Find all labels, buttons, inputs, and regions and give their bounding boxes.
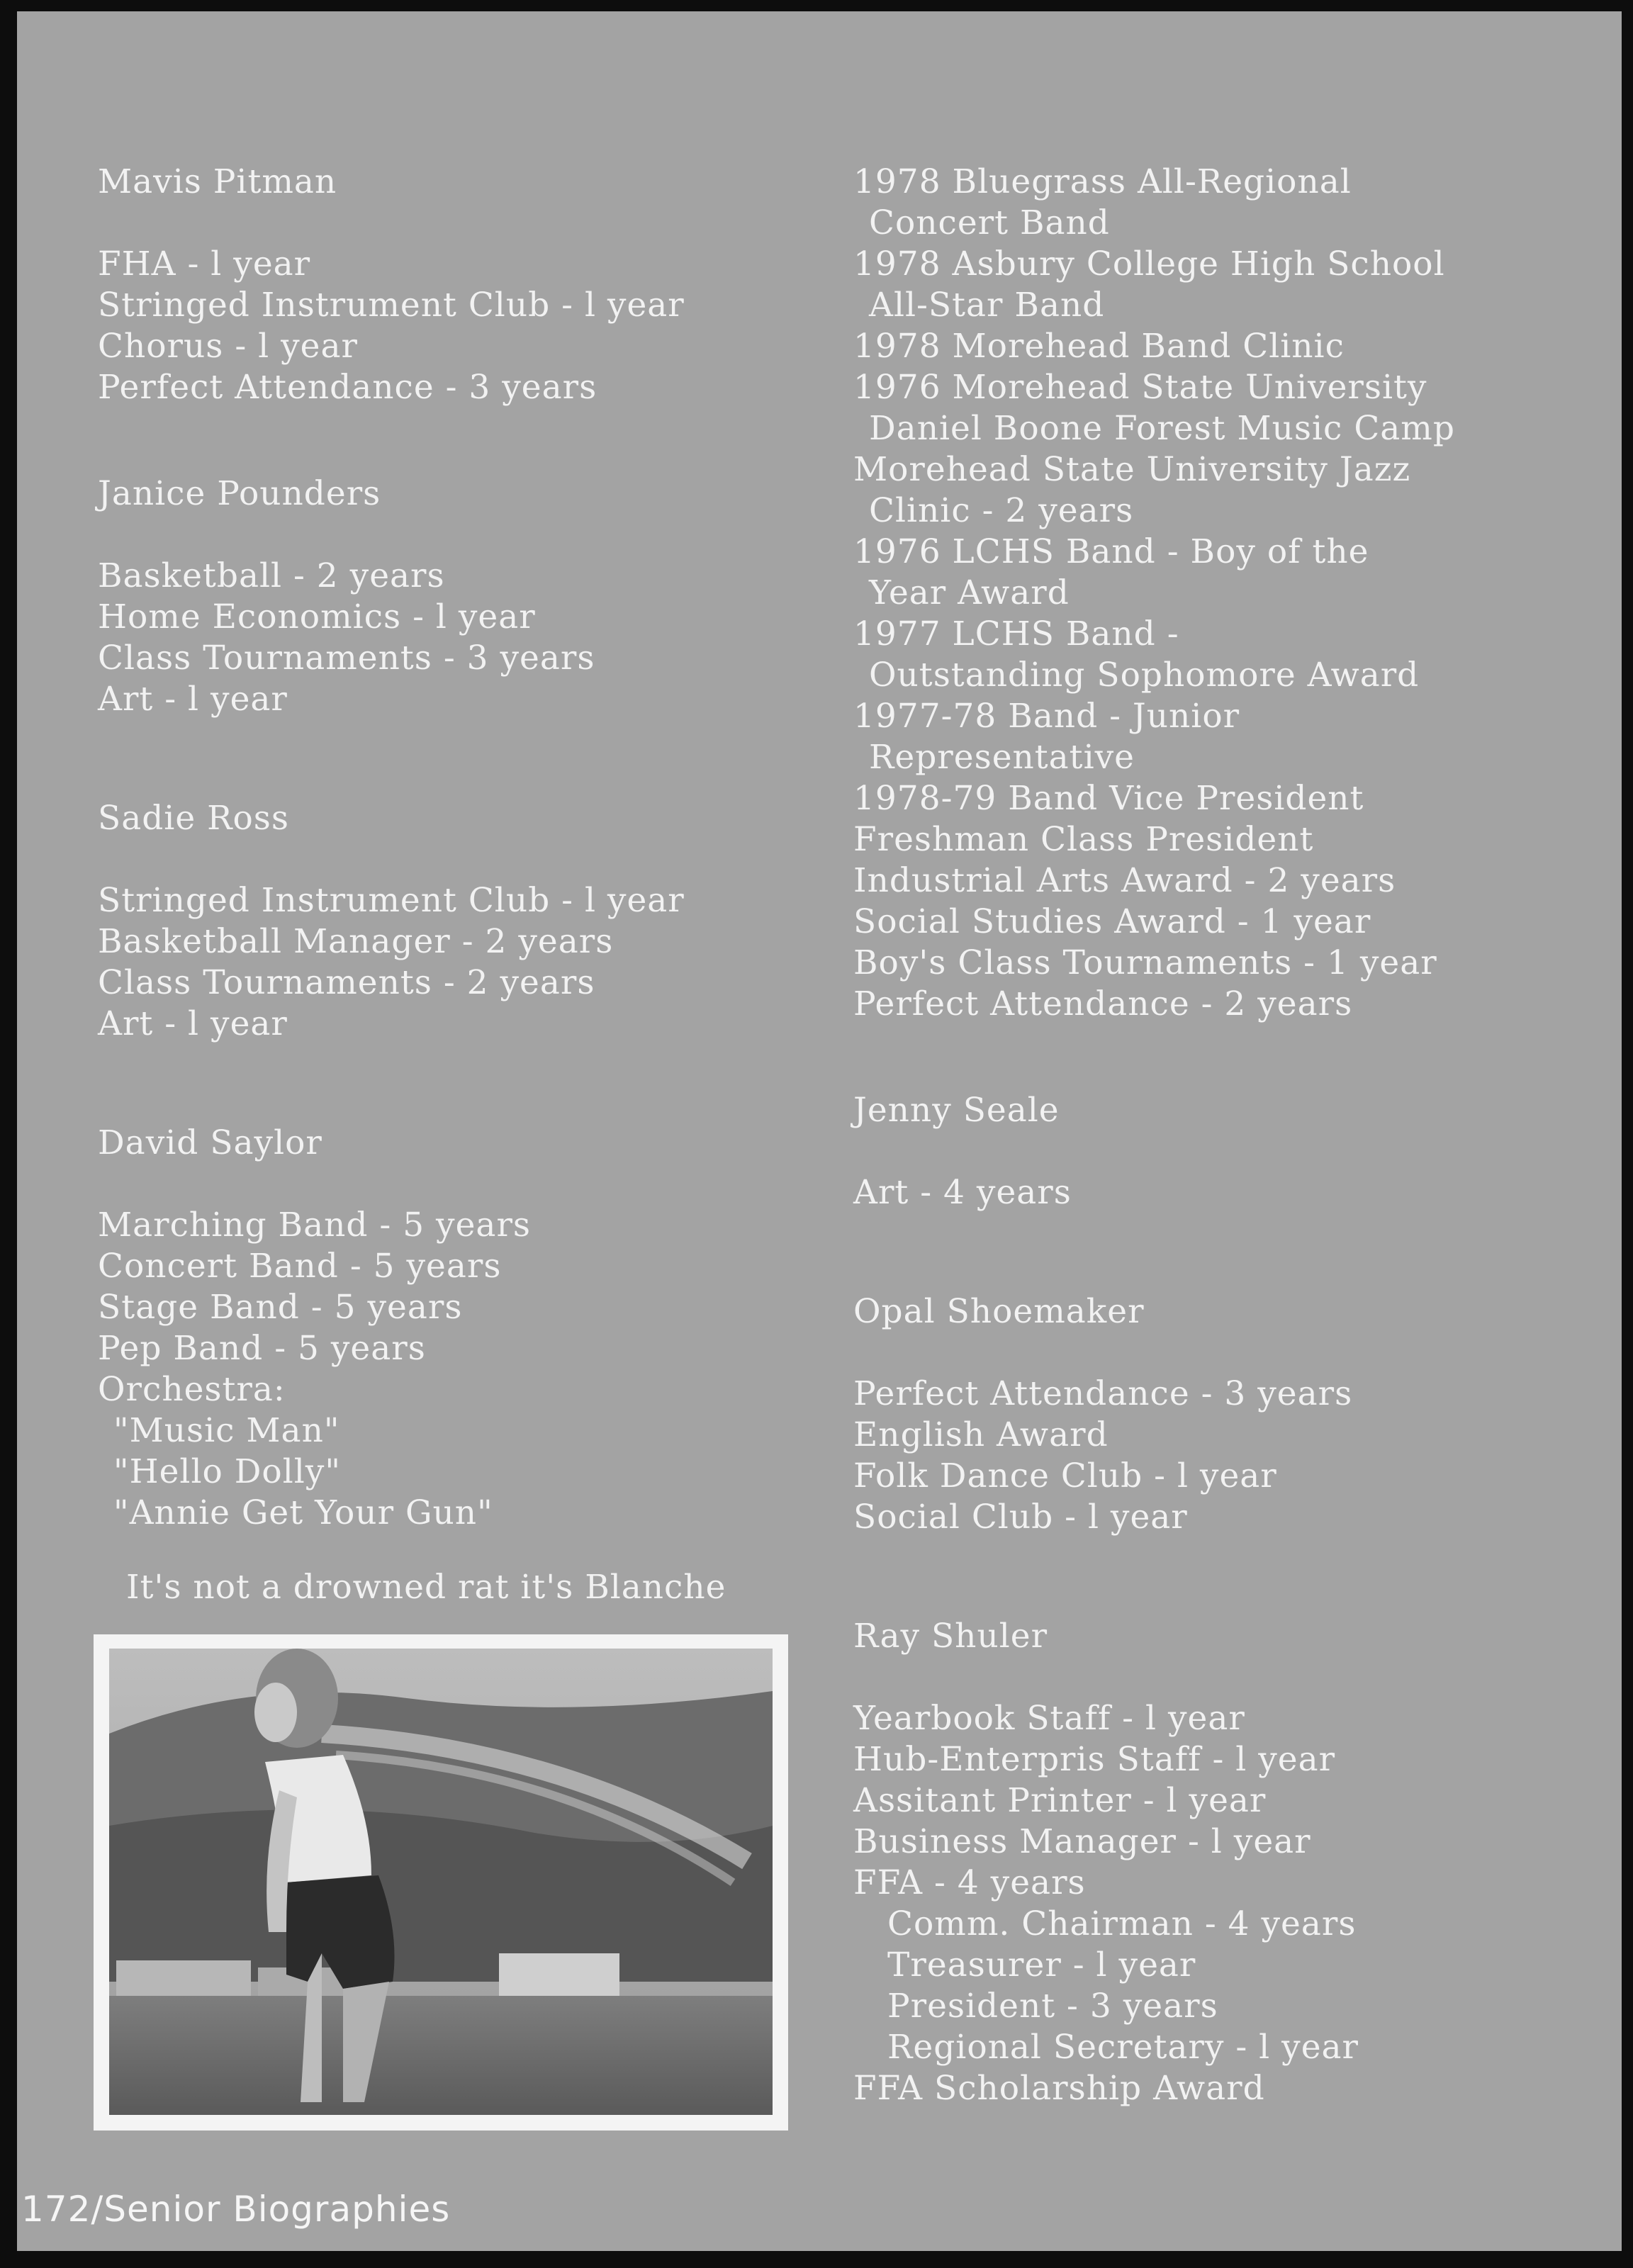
- student-name: Jenny Seale: [853, 1091, 1060, 1130]
- list-item: Regional Secretary - l year: [887, 2028, 1359, 2067]
- list-item: Class Tournaments - 2 years: [98, 963, 595, 1002]
- list-item: 1978 Asbury College High School: [853, 245, 1445, 284]
- list-item: Marching Band - 5 years: [98, 1206, 532, 1245]
- list-item: Stringed Instrument Club - l year: [98, 286, 685, 325]
- list-item: Chorus - l year: [98, 327, 358, 366]
- list-item: Orchestra:: [98, 1370, 286, 1409]
- list-item: 1978 Bluegrass All-Regional: [853, 162, 1352, 201]
- list-item: Perfect Attendance - 3 years: [98, 368, 597, 407]
- list-item: Art - l year: [98, 1004, 288, 1043]
- list-item: Stage Band - 5 years: [98, 1288, 463, 1327]
- list-item: Social Club - l year: [853, 1498, 1188, 1537]
- list-item: FFA - 4 years: [853, 1863, 1086, 1902]
- photo-frame: [94, 1634, 788, 2131]
- list-item: Year Award: [869, 573, 1070, 612]
- list-item: 1976 LCHS Band - Boy of the: [853, 532, 1369, 571]
- list-item: 1977-78 Band - Junior: [853, 697, 1240, 736]
- list-item: English Award: [853, 1415, 1109, 1454]
- list-item: Folk Dance Club - l year: [853, 1456, 1277, 1495]
- list-item: 1976 Morehead State University: [853, 368, 1427, 407]
- list-item: Business Manager - l year: [853, 1822, 1311, 1861]
- list-item: Concert Band - 5 years: [98, 1247, 502, 1286]
- student-name: Opal Shoemaker: [853, 1292, 1145, 1331]
- list-item: Perfect Attendance - 2 years: [853, 984, 1353, 1023]
- list-item: Concert Band: [869, 203, 1110, 242]
- student-name: David Saylor: [98, 1123, 322, 1162]
- list-item: Treasurer - l year: [887, 1946, 1196, 1984]
- list-item: 1978 Morehead Band Clinic: [853, 327, 1345, 366]
- yearbook-page: [17, 11, 1622, 2251]
- list-item: Assitant Printer - l year: [853, 1781, 1267, 1820]
- list-item: "Music Man": [113, 1411, 340, 1450]
- list-item: Clinic - 2 years: [869, 491, 1134, 530]
- list-item: "Annie Get Your Gun": [113, 1493, 493, 1532]
- list-item: Home Economics - l year: [98, 597, 536, 636]
- right-column: [853, 162, 1605, 2109]
- list-item: Art - l year: [98, 680, 288, 719]
- list-item: Morehead State University Jazz: [853, 450, 1411, 489]
- student-name: Mavis Pitman: [98, 162, 337, 201]
- list-item: Industrial Arts Award - 2 years: [853, 861, 1396, 900]
- list-item: Stringed Instrument Club - l year: [98, 881, 685, 920]
- list-item: Perfect Attendance - 3 years: [853, 1374, 1353, 1413]
- list-item: Daniel Boone Forest Music Camp: [869, 409, 1455, 448]
- student-name: Sadie Ross: [98, 799, 290, 838]
- list-item: Yearbook Staff - l year: [853, 1699, 1245, 1738]
- list-item: 1977 LCHS Band -: [853, 614, 1179, 653]
- photo-caption: It's not a drowned rat it's Blanche: [126, 1568, 726, 1607]
- list-item: Social Studies Award - 1 year: [853, 902, 1371, 941]
- list-item: Comm. Chairman - 4 years: [887, 1904, 1357, 1943]
- list-item: Outstanding Sophomore Award: [869, 656, 1420, 695]
- left-column: [98, 162, 792, 1534]
- list-item: Hub-Enterpris Staff - l year: [853, 1740, 1336, 1779]
- student-name: Janice Pounders: [98, 474, 381, 513]
- list-item: Basketball Manager - 2 years: [98, 922, 614, 961]
- list-item: Freshman Class President: [853, 820, 1314, 859]
- page-footer: 172/Senior Biographies: [21, 2189, 451, 2230]
- photo-girl-in-sprinkler: [109, 1649, 773, 2115]
- list-item: "Hello Dolly": [113, 1452, 341, 1491]
- list-item: Art - 4 years: [853, 1173, 1072, 1212]
- list-item: FHA - l year: [98, 245, 311, 284]
- list-item: Basketball - 2 years: [98, 556, 445, 595]
- list-item: Class Tournaments - 3 years: [98, 639, 595, 678]
- list-item: Boy's Class Tournaments - 1 year: [853, 943, 1437, 982]
- list-item: 1978-79 Band Vice President: [853, 779, 1364, 818]
- list-item: Pep Band - 5 years: [98, 1329, 426, 1368]
- student-name: Ray Shuler: [853, 1617, 1048, 1656]
- list-item: President - 3 years: [887, 1987, 1218, 2026]
- list-item: All-Star Band: [869, 286, 1105, 325]
- list-item: Representative: [869, 738, 1135, 777]
- list-item: FFA Scholarship Award: [853, 2069, 1265, 2108]
